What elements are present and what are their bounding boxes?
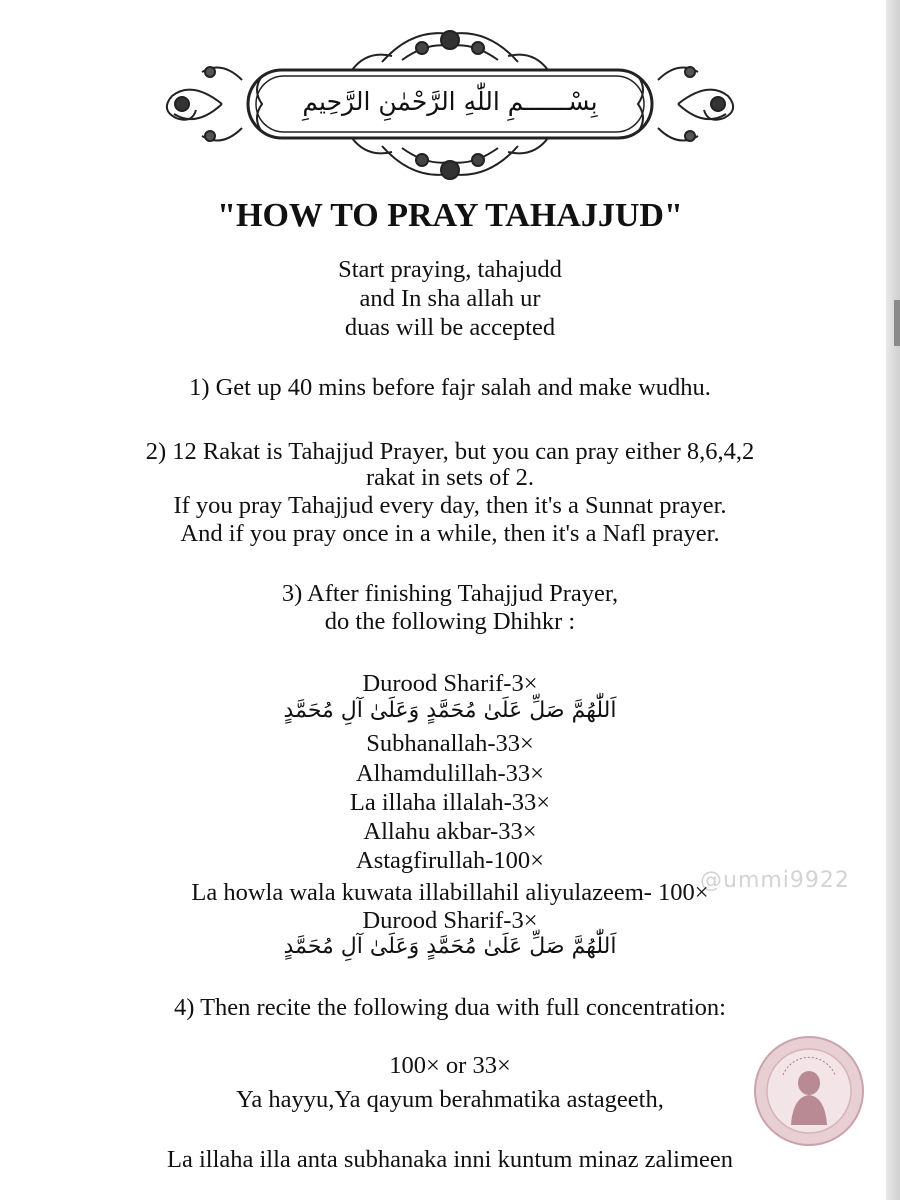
dhikr-durood-2: Durood Sharif-3× — [362, 907, 538, 934]
step-3-line: do the following Dhihkr : — [324, 608, 576, 635]
step-2-line: 2) 12 Rakat is Tahajjud Prayer, but you can pray either 8,6,4,2 — [145, 438, 755, 465]
scroll-indicator — [894, 300, 900, 346]
step-1: 1) Get up 40 mins before fajr salah and make wudhu. — [189, 374, 711, 401]
dhikr-arabic-1: اَللّٰهُمَّ صَلِّ عَلَىٰ مُحَمَّدٍ وَعَلَىٰ آلِ مُحَمَّدٍ — [283, 698, 617, 723]
dhikr-la-howla: La howla wala kuwata illabillahil aliyulazeem- 100× — [191, 879, 709, 906]
basmala-text: بِسْــــــمِ اللّٰهِ الرَّحْمٰنِ الرَّحِيمِ — [302, 87, 598, 116]
dhikr-allahu-akbar: Allahu akbar-33× — [363, 818, 537, 845]
intro-line: duas will be accepted — [344, 314, 556, 341]
step-4-heading: 4) Then recite the following dua with full concentration: — [174, 994, 726, 1021]
dhikr-la-illaha: La illaha illalah-33× — [349, 789, 551, 816]
watermark-text: @ummi9922 — [700, 868, 850, 893]
dhikr-subhanallah: Subhanallah-33× — [366, 730, 534, 757]
step-2-line: And if you pray once in a while, then it's a Nafl prayer. — [180, 520, 720, 547]
creator-stamp-logo — [753, 1035, 865, 1147]
dhikr-alhamdulillah: Alhamdulillah-33× — [355, 760, 544, 787]
intro-line: and In sha allah ur — [359, 285, 541, 312]
dhikr-astagfirullah: Astagfirullah-100× — [356, 847, 544, 874]
dhikr-arabic-2: اَللّٰهُمَّ صَلِّ عَلَىٰ مُحَمَّدٍ وَعَلَىٰ آلِ مُحَمَّدٍ — [283, 934, 617, 959]
step-2-line: rakat in sets of 2. — [365, 464, 535, 491]
step-3-line: 3) After finishing Tahajjud Prayer, — [281, 580, 619, 607]
step-4-dua-2: La illaha illa anta subhanaka inni kuntum minaz zalimeen — [166, 1146, 734, 1173]
step-4-count: 100× or 33× — [389, 1052, 511, 1079]
step-2-line: If you pray Tahajjud every day, then it's a Sunnat prayer. — [173, 492, 727, 519]
dhikr-durood-1: Durood Sharif-3× — [362, 670, 538, 697]
step-4-dua-1: Ya hayyu,Ya qayum berahmatika astageeth, — [236, 1086, 664, 1113]
screen-edge-strip — [886, 0, 900, 1200]
page-title: "HOW TO PRAY TAHAJJUD" — [217, 197, 683, 234]
intro-line: Start praying, tahajudd — [338, 256, 562, 283]
